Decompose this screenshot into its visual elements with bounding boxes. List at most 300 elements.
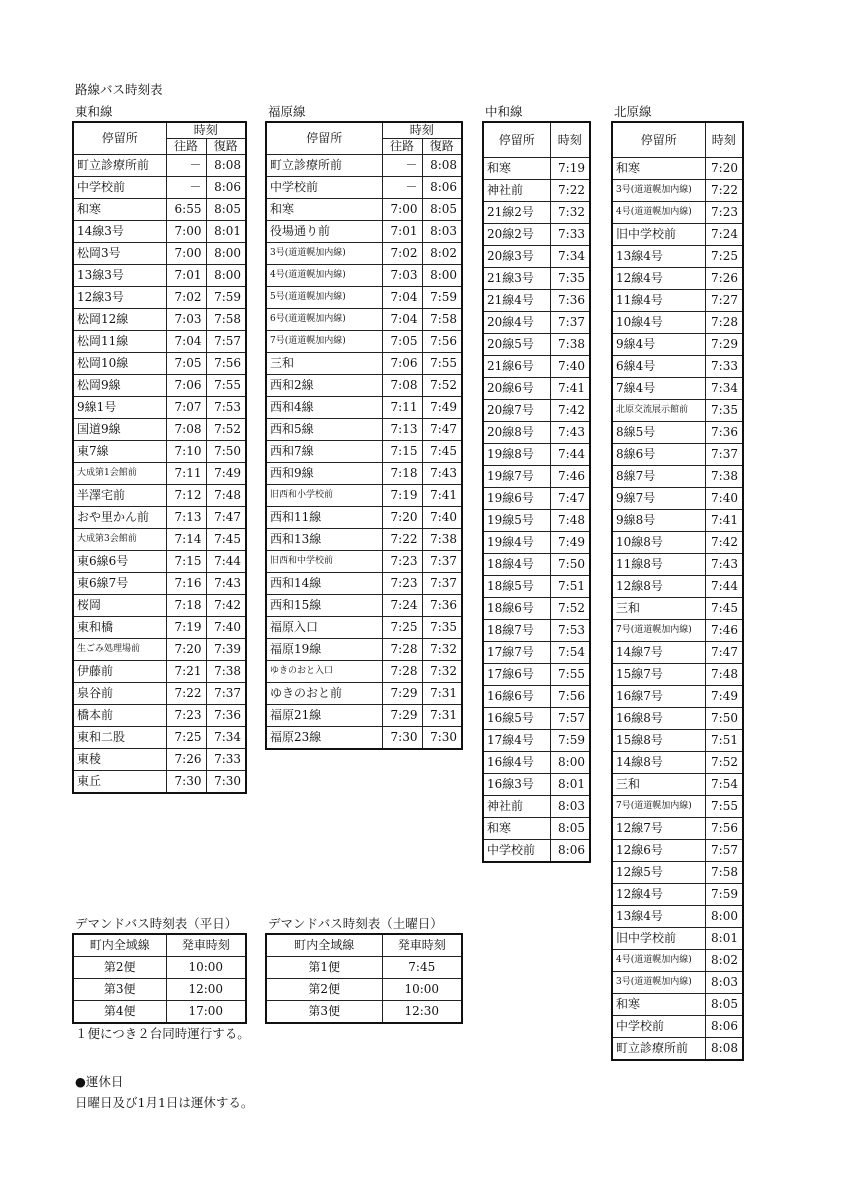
table-row <box>612 422 743 444</box>
time-cell: 7:08 <box>166 419 206 441</box>
table-row <box>612 400 743 422</box>
time-cell: 7:37 <box>705 444 743 466</box>
stop-cell: 17線7号 <box>483 642 550 664</box>
time-cell: 7:50 <box>705 708 743 730</box>
stop-cell: 松岡10線 <box>73 353 166 375</box>
table-row <box>612 554 743 576</box>
time-cell: 7:38 <box>422 529 462 551</box>
time-cell: 7:34 <box>705 378 743 400</box>
time-cell: 7:46 <box>705 620 743 642</box>
table-row <box>483 378 590 400</box>
table-row <box>73 705 246 727</box>
stop-cell: 10線8号 <box>612 532 705 554</box>
table-row <box>73 507 246 529</box>
table-row <box>612 928 743 950</box>
stop-cell: 19線4号 <box>483 532 550 554</box>
table-row <box>612 840 743 862</box>
stop-cell: 21線2号 <box>483 202 550 224</box>
time-cell: 8:01 <box>550 774 590 796</box>
table-row <box>73 683 246 705</box>
stop-cell: 第3便 <box>73 979 166 1001</box>
time-cell: 7:33 <box>206 749 246 771</box>
table-row <box>266 419 462 441</box>
time-cell: 7:44 <box>550 444 590 466</box>
table-row <box>266 177 462 199</box>
time-cell: 7:31 <box>422 683 462 705</box>
table-row <box>612 334 743 356</box>
table-row <box>266 287 462 309</box>
stop-cell: 8線5号 <box>612 422 705 444</box>
time-cell: 7:42 <box>705 532 743 554</box>
table-row <box>612 686 743 708</box>
table-row <box>73 661 246 683</box>
time-cell: 7:38 <box>206 661 246 683</box>
table-row <box>266 397 462 419</box>
time-cell: 8:06 <box>705 1016 743 1038</box>
time-cell: 7:40 <box>422 507 462 529</box>
time-cell: 7:11 <box>166 463 206 485</box>
table-row <box>266 979 462 1001</box>
time-cell: 7:23 <box>382 573 422 595</box>
stop-cell: 21線4号 <box>483 290 550 312</box>
time-cell: 7:26 <box>705 268 743 290</box>
table-row <box>612 906 743 928</box>
table-row <box>612 950 743 972</box>
time-cell: 7:42 <box>550 400 590 422</box>
time-cell: 7:43 <box>705 554 743 576</box>
time-cell: 7:50 <box>550 554 590 576</box>
time-cell: 7:58 <box>705 862 743 884</box>
table-row <box>266 375 462 397</box>
timetable-tokawa <box>72 121 247 794</box>
stop-cell: 第4便 <box>73 1001 166 1024</box>
table-row <box>483 444 590 466</box>
time-cell: 7:29 <box>382 705 422 727</box>
time-cell: 7:45 <box>382 957 462 979</box>
time-cell: 7:25 <box>166 727 206 749</box>
stop-cell: 橋本前 <box>73 705 166 727</box>
stop-cell: 16線4号 <box>483 752 550 774</box>
stop-cell: 三和 <box>612 598 705 620</box>
stop-cell: 11線8号 <box>612 554 705 576</box>
time-cell: 8:05 <box>705 994 743 1016</box>
stop-cell: 17線6号 <box>483 664 550 686</box>
table-row <box>73 177 246 199</box>
table-row <box>483 158 590 180</box>
stop-cell: 役場通り前 <box>266 221 382 243</box>
table-row <box>483 400 590 422</box>
table-row <box>612 246 743 268</box>
time-cell: 7:32 <box>422 661 462 683</box>
time-cell: 7:32 <box>422 639 462 661</box>
table-row <box>266 595 462 617</box>
table-row <box>612 532 743 554</box>
table-row <box>73 221 246 243</box>
time-cell: 7:22 <box>166 683 206 705</box>
time-cell: 7:47 <box>550 488 590 510</box>
time-cell: 7:32 <box>550 202 590 224</box>
time-cell: 7:48 <box>206 485 246 507</box>
table-row <box>73 727 246 749</box>
table-row <box>483 774 590 796</box>
stop-cell: 国道9線 <box>73 419 166 441</box>
table-row <box>483 356 590 378</box>
stop-cell: 和寒 <box>612 994 705 1016</box>
header-line: 町内全域線 <box>73 934 166 957</box>
table-row <box>612 202 743 224</box>
table-row <box>73 265 246 287</box>
stop-cell: 8線6号 <box>612 444 705 466</box>
stop-cell: 神社前 <box>483 796 550 818</box>
table-row <box>73 639 246 661</box>
table-row <box>483 840 590 863</box>
time-cell: 7:19 <box>166 617 206 639</box>
time-cell: 7:37 <box>550 312 590 334</box>
table-row <box>266 221 462 243</box>
table-row <box>612 774 743 796</box>
stop-cell: 3号(道道幌加内線) <box>612 180 705 202</box>
time-cell: 7:43 <box>206 573 246 595</box>
stop-cell: 中学校前 <box>612 1016 705 1038</box>
time-cell: 7:36 <box>550 290 590 312</box>
table-row <box>266 551 462 573</box>
stop-cell: 半澤宅前 <box>73 485 166 507</box>
time-cell: 7:22 <box>550 180 590 202</box>
stop-cell: 和寒 <box>266 199 382 221</box>
time-cell: 7:49 <box>422 397 462 419</box>
stop-cell: 7号(道道幌加内線) <box>612 620 705 642</box>
time-cell: 7:00 <box>382 199 422 221</box>
table-row <box>612 620 743 642</box>
stop-cell: 19線5号 <box>483 510 550 532</box>
demand-note: １便につき２台同時運行する。 <box>75 1026 250 1041</box>
time-cell: 7:01 <box>166 265 206 287</box>
table-row <box>266 529 462 551</box>
table-row <box>483 686 590 708</box>
time-cell: 7:45 <box>422 441 462 463</box>
table-row <box>612 180 743 202</box>
stop-cell: 10線4号 <box>612 312 705 334</box>
table-row <box>612 994 743 1016</box>
holiday-text: 日曜日及び1月1日は運休する。 <box>75 1095 254 1110</box>
table-row <box>73 1001 246 1024</box>
time-cell: 7:55 <box>206 375 246 397</box>
time-cell: 7:59 <box>550 730 590 752</box>
stop-cell: 18線4号 <box>483 554 550 576</box>
stop-cell: 中学校前 <box>266 177 382 199</box>
table-row <box>612 1016 743 1038</box>
stop-cell: 9線8号 <box>612 510 705 532</box>
time-cell: 7:23 <box>705 202 743 224</box>
stop-cell: 三和 <box>266 353 382 375</box>
table-row <box>483 796 590 818</box>
time-cell: 7:35 <box>705 400 743 422</box>
time-cell: 7:37 <box>422 573 462 595</box>
time-cell: 7:59 <box>705 884 743 906</box>
stop-cell: 旧中学校前 <box>612 928 705 950</box>
time-cell: 7:38 <box>705 466 743 488</box>
time-cell: 7:45 <box>705 598 743 620</box>
time-cell: 8:03 <box>705 972 743 994</box>
table-row <box>612 1038 743 1061</box>
stop-cell: 中学校前 <box>73 177 166 199</box>
table-row <box>612 312 743 334</box>
table-row <box>612 378 743 400</box>
stop-cell: 和寒 <box>483 818 550 840</box>
table-row <box>483 268 590 290</box>
stop-cell: 6線4号 <box>612 356 705 378</box>
table-row <box>73 309 246 331</box>
time-cell: 7:40 <box>550 356 590 378</box>
stop-cell: 16線7号 <box>612 686 705 708</box>
stop-cell: 中学校前 <box>483 840 550 863</box>
table-row <box>612 488 743 510</box>
stop-cell: 第2便 <box>266 979 382 1001</box>
time-cell: 7:31 <box>422 705 462 727</box>
time-cell: 7:45 <box>206 529 246 551</box>
time-cell: 7:58 <box>206 309 246 331</box>
stop-cell: 町立診療所前 <box>73 155 166 177</box>
stop-cell: 13線4号 <box>612 246 705 268</box>
time-cell: 8:03 <box>550 796 590 818</box>
time-cell: 7:49 <box>206 463 246 485</box>
header-outbound: 往路 <box>382 139 422 155</box>
time-cell: 7:52 <box>206 419 246 441</box>
header-stop: 停留所 <box>266 122 382 155</box>
time-cell: 7:33 <box>550 224 590 246</box>
time-cell: 7:51 <box>550 576 590 598</box>
table-row <box>73 331 246 353</box>
timetable-nakawa <box>482 121 591 863</box>
time-cell: 7:10 <box>166 441 206 463</box>
time-cell: 7:22 <box>382 529 422 551</box>
time-cell: 7:49 <box>550 532 590 554</box>
stop-cell: 7線4号 <box>612 378 705 400</box>
table-row <box>483 180 590 202</box>
header-stop: 停留所 <box>483 122 550 158</box>
stop-cell: 西和5線 <box>266 419 382 441</box>
stop-cell: 第3便 <box>266 1001 382 1024</box>
time-cell: 8:06 <box>550 840 590 863</box>
stop-cell: 3号(道道幌加内線) <box>612 972 705 994</box>
stop-cell: 西和9線 <box>266 463 382 485</box>
table-row <box>73 375 246 397</box>
stop-cell: 4号(道道幌加内線) <box>612 950 705 972</box>
stop-cell: 北原交流展示館前 <box>612 400 705 422</box>
table-row <box>612 708 743 730</box>
table-row <box>73 441 246 463</box>
table-row <box>612 818 743 840</box>
stop-cell: 東7線 <box>73 441 166 463</box>
demand-saturday-table <box>265 933 463 1024</box>
table-row <box>483 312 590 334</box>
table-row <box>612 268 743 290</box>
stop-cell: 3号(道道幌加内線) <box>266 243 382 265</box>
time-cell: 7:40 <box>206 617 246 639</box>
stop-cell: 17線4号 <box>483 730 550 752</box>
stop-cell: 16線6号 <box>483 686 550 708</box>
table-row <box>483 532 590 554</box>
time-cell: 7:30 <box>422 727 462 750</box>
table-row <box>612 730 743 752</box>
time-cell: 7:11 <box>382 397 422 419</box>
time-cell: 7:35 <box>550 268 590 290</box>
table-row <box>612 158 743 180</box>
table-row <box>483 730 590 752</box>
time-cell: 7:14 <box>166 529 206 551</box>
table-row <box>612 862 743 884</box>
time-cell: 8:00 <box>206 243 246 265</box>
header-stop: 停留所 <box>73 122 166 155</box>
stop-cell: 西和7線 <box>266 441 382 463</box>
table-row <box>612 356 743 378</box>
time-cell: 7:23 <box>382 551 422 573</box>
table-row <box>73 199 246 221</box>
time-cell: 7:37 <box>206 683 246 705</box>
time-cell: 7:15 <box>382 441 422 463</box>
time-cell: － <box>166 177 206 199</box>
stop-cell: 5号(道道幌加内線) <box>266 287 382 309</box>
stop-cell: 町立診療所前 <box>266 155 382 177</box>
time-cell: 7:47 <box>422 419 462 441</box>
stop-cell: 11線4号 <box>612 290 705 312</box>
document-title: 路線バス時刻表 <box>75 82 163 97</box>
time-cell: 7:33 <box>705 356 743 378</box>
table-row <box>266 727 462 750</box>
header-time: 時刻 <box>705 122 743 158</box>
time-cell: 7:18 <box>166 595 206 617</box>
time-cell: 7:18 <box>382 463 422 485</box>
time-cell: 7:19 <box>382 485 422 507</box>
time-cell: 7:15 <box>166 551 206 573</box>
table-row <box>483 576 590 598</box>
table-row <box>266 485 462 507</box>
table-row <box>266 573 462 595</box>
stop-cell: 19線8号 <box>483 444 550 466</box>
time-cell: 8:06 <box>422 177 462 199</box>
table-row <box>266 155 462 177</box>
stop-cell: おや里かん前 <box>73 507 166 529</box>
table-row <box>266 683 462 705</box>
table-row <box>73 287 246 309</box>
time-cell: 7:12 <box>166 485 206 507</box>
time-cell: 7:00 <box>166 243 206 265</box>
stop-cell: 12線3号 <box>73 287 166 309</box>
time-cell: 8:00 <box>206 265 246 287</box>
table-row <box>73 155 246 177</box>
time-cell: 8:08 <box>422 155 462 177</box>
table-row <box>612 598 743 620</box>
time-cell: 7:59 <box>206 287 246 309</box>
stop-cell: 13線4号 <box>612 906 705 928</box>
table-row <box>73 353 246 375</box>
time-cell: 8:00 <box>422 265 462 287</box>
time-cell: 7:04 <box>166 331 206 353</box>
stop-cell: 9線1号 <box>73 397 166 419</box>
table-row <box>266 331 462 353</box>
stop-cell: 東6線6号 <box>73 551 166 573</box>
time-cell: 7:58 <box>422 309 462 331</box>
time-cell: 7:20 <box>705 158 743 180</box>
table-row <box>483 224 590 246</box>
stop-cell: 東稜 <box>73 749 166 771</box>
timetable-kitahara <box>611 121 744 1061</box>
table-row <box>73 463 246 485</box>
time-cell: 7:13 <box>166 507 206 529</box>
table-row <box>266 265 462 287</box>
table-row <box>73 573 246 595</box>
table-row <box>73 749 246 771</box>
time-cell: 7:54 <box>550 642 590 664</box>
stop-cell: 13線3号 <box>73 265 166 287</box>
table-row <box>612 290 743 312</box>
time-cell: 7:19 <box>550 158 590 180</box>
stop-cell: 21線6号 <box>483 356 550 378</box>
time-cell: 7:38 <box>550 334 590 356</box>
time-cell: 8:08 <box>705 1038 743 1061</box>
time-cell: 6:55 <box>166 199 206 221</box>
time-cell: 12:30 <box>382 1001 462 1024</box>
time-cell: 10:00 <box>382 979 462 1001</box>
time-cell: 8:02 <box>422 243 462 265</box>
stop-cell: 松岡3号 <box>73 243 166 265</box>
table-row <box>73 485 246 507</box>
time-cell: 8:03 <box>422 221 462 243</box>
time-cell: 7:03 <box>166 309 206 331</box>
time-cell: 7:21 <box>166 661 206 683</box>
stop-cell: 19線6号 <box>483 488 550 510</box>
table-row <box>266 957 462 979</box>
stop-cell: 12線6号 <box>612 840 705 862</box>
stop-cell: 9線7号 <box>612 488 705 510</box>
stop-cell: 16線5号 <box>483 708 550 730</box>
table-row <box>483 246 590 268</box>
time-cell: 7:26 <box>166 749 206 771</box>
time-cell: 7:28 <box>382 661 422 683</box>
time-cell: 7:23 <box>166 705 206 727</box>
table-row <box>483 818 590 840</box>
time-cell: 8:08 <box>206 155 246 177</box>
time-cell: 7:06 <box>382 353 422 375</box>
time-cell: 7:00 <box>166 221 206 243</box>
route-name-tokawa: 東和線 <box>75 104 113 119</box>
table-row <box>612 576 743 598</box>
stop-cell: 松岡11線 <box>73 331 166 353</box>
time-cell: 7:05 <box>166 353 206 375</box>
stop-cell: 福原19線 <box>266 639 382 661</box>
stop-cell: 12線4号 <box>612 268 705 290</box>
time-cell: 7:48 <box>705 664 743 686</box>
table-row <box>73 551 246 573</box>
table-row <box>612 752 743 774</box>
stop-cell: 西和11線 <box>266 507 382 529</box>
table-row <box>73 243 246 265</box>
time-cell: 7:43 <box>550 422 590 444</box>
stop-cell: 福原21線 <box>266 705 382 727</box>
stop-cell: 東和二股 <box>73 727 166 749</box>
time-cell: 8:02 <box>705 950 743 972</box>
stop-cell: 三和 <box>612 774 705 796</box>
time-cell: 10:00 <box>166 957 246 979</box>
table-row <box>266 617 462 639</box>
table-row <box>483 752 590 774</box>
stop-cell: 旧西和中学校前 <box>266 551 382 573</box>
time-cell: 7:03 <box>382 265 422 287</box>
stop-cell: 20線8号 <box>483 422 550 444</box>
header-departure: 発車時刻 <box>166 934 246 957</box>
table-row <box>483 620 590 642</box>
stop-cell: 西和15線 <box>266 595 382 617</box>
